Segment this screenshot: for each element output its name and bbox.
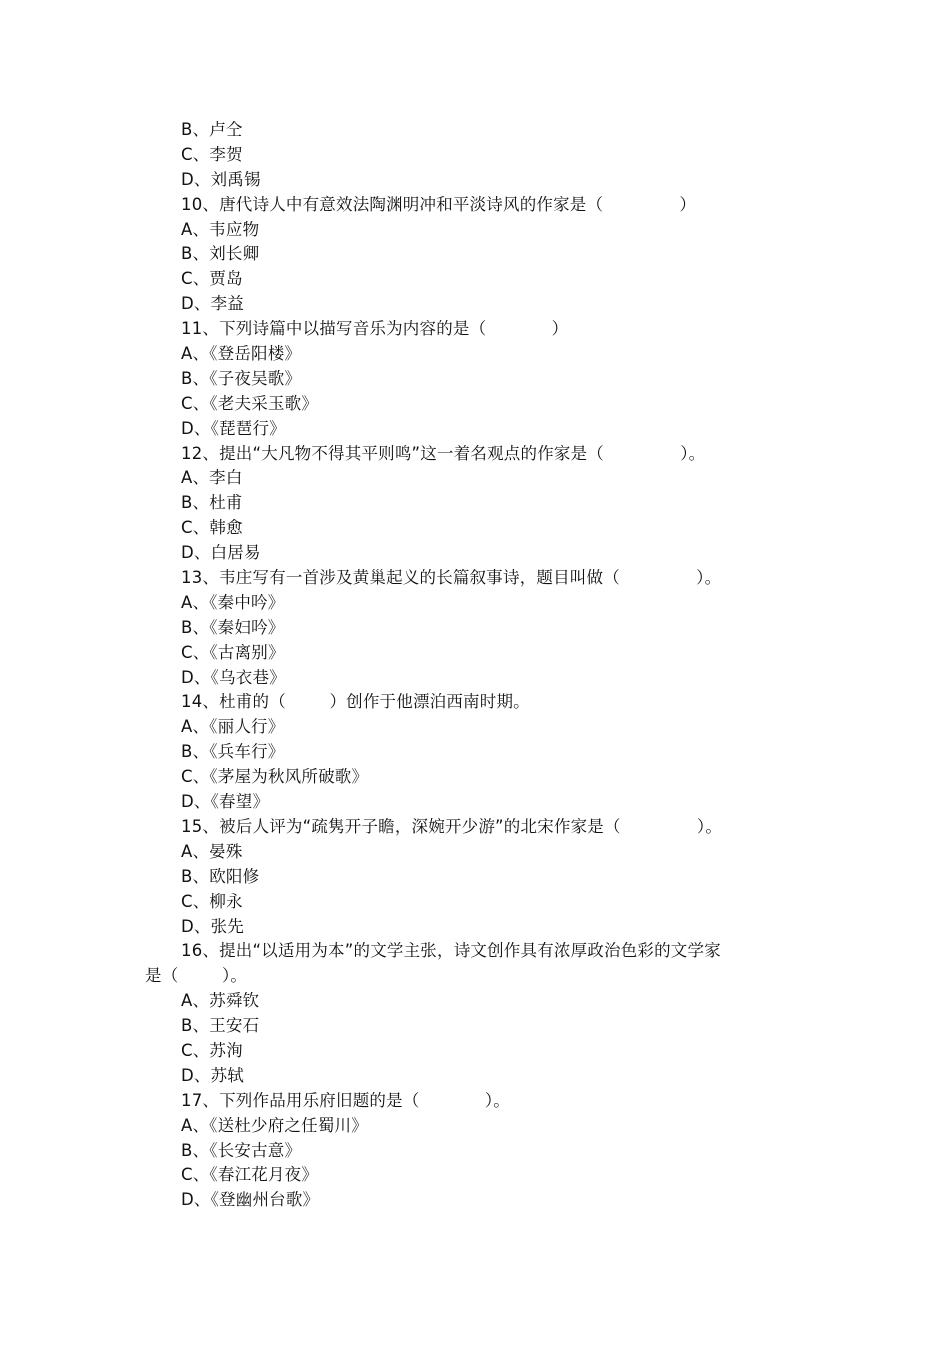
option-line: A、《丽人行》	[181, 717, 285, 737]
option-line: C、柳永	[181, 891, 243, 911]
option-line: C、《春江花月夜》	[181, 1165, 319, 1185]
option-line: C、《老夫采玉歌》	[181, 393, 319, 413]
question-13: 13、韦庄写有一首涉及黄巢起义的长篇叙事诗，题目叫做（ ）。	[181, 568, 722, 588]
option-line: B、《兵车行》	[181, 742, 285, 762]
option-line: B、王安石	[181, 1016, 260, 1036]
option-line: D、张先	[181, 916, 245, 936]
option-line: C、贾岛	[181, 269, 243, 289]
question-list	[0, 118, 950, 1213]
option-line: D、苏轼	[181, 1065, 245, 1085]
option-line: C、李贺	[181, 144, 243, 164]
option-line: B、《子夜吴歌》	[181, 368, 302, 388]
question-10: 10、唐代诗人中有意效法陶渊明冲和平淡诗风的作家是（ ）	[181, 194, 697, 214]
option-line: A、韦应物	[181, 219, 260, 239]
option-line: D、《登幽州台歌》	[181, 1190, 320, 1210]
option-line: A、《送杜少府之任蜀川》	[181, 1115, 368, 1135]
option-line: D、《琵琶行》	[181, 418, 286, 438]
question-15: 15、被后人评为“疏隽开子瞻，深婉开少游”的北宋作家是（ ）。	[181, 816, 723, 836]
option-line: C、《茅屋为秋风所破歌》	[181, 767, 369, 787]
option-line: A、《登岳阳楼》	[181, 344, 302, 364]
option-line: B、《长安古意》	[181, 1140, 302, 1160]
question-16-continued: 是（ ）。	[145, 966, 248, 986]
question-16: 16、提出“以适用为本”的文学主张，诗文创作具有浓厚政治色彩的文学家	[181, 941, 721, 961]
option-line: A、李白	[181, 468, 243, 488]
option-line: B、杜甫	[181, 493, 243, 513]
question-11: 11、下列诗篇中以描写音乐为内容的是（ ）	[181, 319, 569, 339]
option-line: B、刘长卿	[181, 244, 260, 264]
option-line: B、《秦妇吟》	[181, 617, 285, 637]
question-14: 14、杜甫的（ ）创作于他漂泊西南时期。	[181, 692, 530, 712]
question-17: 17、下列作品用乐府旧题的是（ ）。	[181, 1090, 510, 1110]
option-line: D、《乌衣巷》	[181, 667, 286, 687]
option-line: D、白居易	[181, 543, 261, 563]
question-12: 12、提出“大凡物不得其平则鸣”这一着名观点的作家是（ ）。	[181, 443, 706, 463]
option-line: A、《秦中吟》	[181, 592, 285, 612]
option-line: D、刘禹锡	[181, 169, 261, 189]
option-line: C、苏洵	[181, 1040, 243, 1060]
option-line: D、李益	[181, 294, 245, 314]
option-line: D、《春望》	[181, 792, 270, 812]
option-line: B、卢仝	[181, 120, 243, 139]
option-line: A、晏殊	[181, 841, 243, 861]
option-line: C、《古离别》	[181, 642, 285, 662]
option-line: C、韩愈	[181, 518, 243, 538]
option-line: B、欧阳修	[181, 866, 260, 886]
option-line: A、苏舜钦	[181, 991, 260, 1011]
